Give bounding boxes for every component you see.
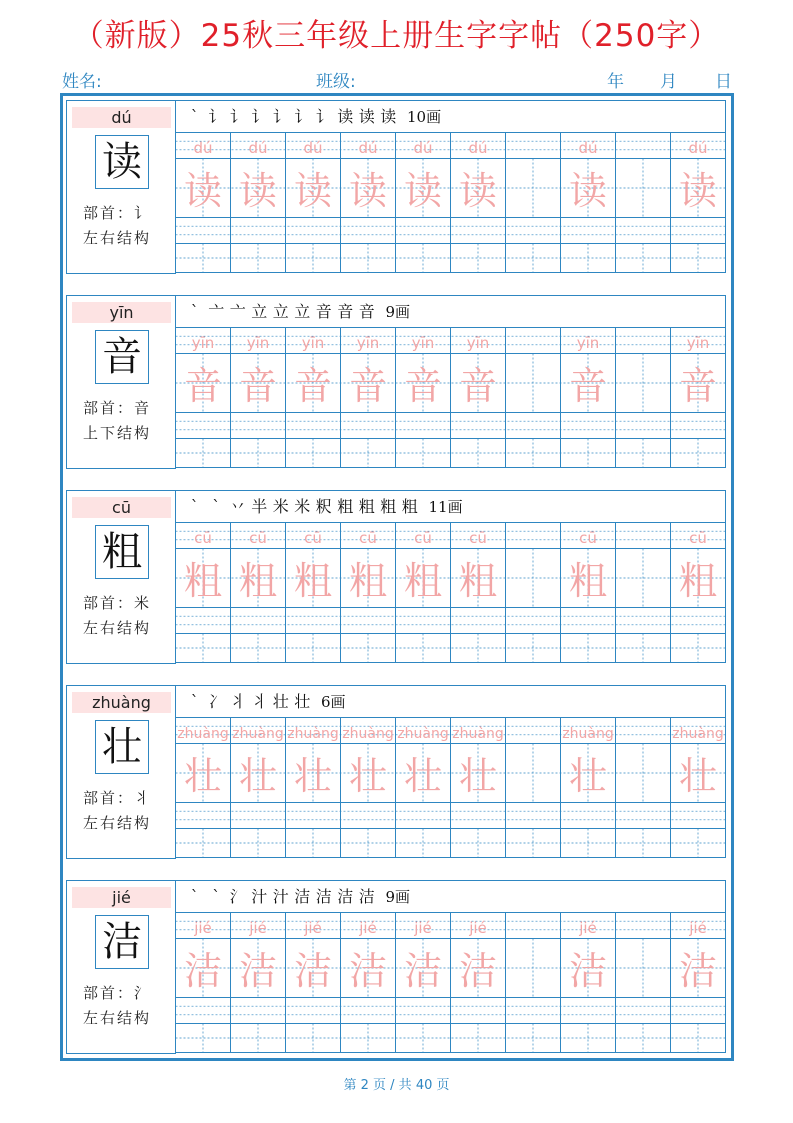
trace-pinyin: cū xyxy=(359,529,377,547)
stroke-step: 半 xyxy=(251,497,268,516)
stroke-step: ` xyxy=(212,497,221,516)
writing-grid[interactable] xyxy=(175,295,726,469)
stroke-step: 讠 xyxy=(251,107,268,126)
stroke-step: 洁 xyxy=(294,887,311,906)
trace-character: 音 xyxy=(568,364,608,408)
stroke-step: 读 xyxy=(380,107,397,126)
stroke-step: ` xyxy=(190,497,199,516)
character-info-panel xyxy=(66,295,176,469)
model-character: 读 xyxy=(95,135,149,189)
stroke-step: 音 xyxy=(315,302,332,321)
model-character: 洁 xyxy=(95,915,149,969)
trace-character: 壮 xyxy=(348,754,388,798)
trace-character: 洁 xyxy=(348,949,388,993)
trace-pinyin: zhuàng xyxy=(562,726,614,742)
trace-pinyin: cū xyxy=(689,529,707,547)
trace-character: 洁 xyxy=(403,949,443,993)
trace-pinyin: yīn xyxy=(356,334,380,352)
trace-character: 洁 xyxy=(568,949,608,993)
radical-label: 部首：音 xyxy=(83,399,152,417)
trace-pinyin: yīn xyxy=(191,334,215,352)
trace-pinyin: zhuàng xyxy=(397,726,449,742)
radical-label: 部首：氵 xyxy=(83,984,152,1002)
pinyin-label: jié xyxy=(72,887,171,908)
trace-character: 壮 xyxy=(568,754,608,798)
trace-character: 洁 xyxy=(678,949,718,993)
stroke-step: 讠 xyxy=(294,107,311,126)
stroke-step: 汁 xyxy=(251,887,268,906)
trace-pinyin: yīn xyxy=(411,334,435,352)
trace-character: 读 xyxy=(293,169,333,213)
trace-character: 音 xyxy=(403,364,443,408)
trace-pinyin: dú xyxy=(303,139,323,157)
structure-label: 左右结构 xyxy=(83,619,152,637)
trace-pinyin: dú xyxy=(358,139,378,157)
stroke-step: 壮 xyxy=(272,692,289,711)
trace-pinyin: zhuàng xyxy=(232,726,284,742)
stroke-step: 亠 xyxy=(208,302,225,321)
stroke-step: 粗 xyxy=(401,497,418,516)
trace-character: 洁 xyxy=(183,949,223,993)
radical-label: 部首：讠 xyxy=(83,204,152,222)
trace-character: 读 xyxy=(403,169,443,213)
trace-pinyin: cū xyxy=(414,529,432,547)
trace-pinyin: jié xyxy=(194,919,212,937)
stroke-step: 洁 xyxy=(358,887,375,906)
trace-character: 读 xyxy=(348,169,388,213)
model-character: 壮 xyxy=(95,720,149,774)
year-label: 年 xyxy=(607,72,624,92)
character-info-panel xyxy=(66,100,176,274)
stroke-step: 洁 xyxy=(337,887,354,906)
character-block xyxy=(66,100,726,274)
trace-pinyin: yīn xyxy=(686,334,710,352)
model-character: 粗 xyxy=(95,525,149,579)
trace-character: 粗 xyxy=(348,559,388,603)
trace-character: 洁 xyxy=(238,949,278,993)
stroke-count: 9画 xyxy=(385,303,411,321)
trace-character: 壮 xyxy=(238,754,278,798)
trace-pinyin: yīn xyxy=(301,334,325,352)
trace-pinyin: jié xyxy=(579,919,597,937)
trace-character: 音 xyxy=(348,364,388,408)
structure-label: 左右结构 xyxy=(83,814,152,832)
stroke-count: 6画 xyxy=(321,693,346,711)
trace-character: 音 xyxy=(293,364,333,408)
trace-pinyin: zhuàng xyxy=(672,726,724,742)
trace-pinyin: dú xyxy=(193,139,213,157)
trace-pinyin: zhuàng xyxy=(287,726,339,742)
page-title: （新版）25秋三年级上册生字字帖（250字） xyxy=(72,18,721,54)
stroke-count: 11画 xyxy=(428,498,463,516)
stroke-step: 丬 xyxy=(229,692,246,711)
stroke-step: ` xyxy=(212,887,221,906)
stroke-step: 氵 xyxy=(229,887,246,906)
character-block xyxy=(66,490,726,664)
trace-pinyin: zhuàng xyxy=(177,726,229,742)
stroke-count: 9画 xyxy=(385,888,411,906)
trace-pinyin: dú xyxy=(578,139,598,157)
stroke-step: ` xyxy=(190,107,199,126)
stroke-count: 10画 xyxy=(407,108,442,126)
stroke-step: 粗 xyxy=(380,497,397,516)
trace-pinyin: jié xyxy=(304,919,322,937)
character-info-panel xyxy=(66,685,176,859)
trace-character: 读 xyxy=(238,169,278,213)
trace-pinyin: dú xyxy=(468,139,488,157)
trace-pinyin: jié xyxy=(249,919,267,937)
trace-pinyin: cū xyxy=(194,529,212,547)
trace-pinyin: dú xyxy=(248,139,268,157)
stroke-step: 立 xyxy=(294,302,311,321)
name-label: 姓名: xyxy=(62,72,102,92)
stroke-step: 壮 xyxy=(294,692,311,711)
stroke-step: 丷 xyxy=(229,497,246,516)
structure-label: 上下结构 xyxy=(83,424,152,442)
stroke-step: 丬 xyxy=(251,692,268,711)
stroke-step: 粎 xyxy=(315,497,332,516)
pinyin-label: dú xyxy=(72,107,171,128)
page-number: 第 2 页 / 共 40 页 xyxy=(343,1078,450,1093)
month-label: 月 xyxy=(660,72,677,92)
stroke-step: 粗 xyxy=(337,497,354,516)
trace-character: 读 xyxy=(183,169,223,213)
student-info-row xyxy=(62,71,734,93)
trace-pinyin: jié xyxy=(469,919,487,937)
trace-character: 洁 xyxy=(293,949,333,993)
trace-pinyin: yīn xyxy=(576,334,600,352)
trace-pinyin: cū xyxy=(304,529,322,547)
stroke-step: 米 xyxy=(272,497,289,516)
character-info-panel xyxy=(66,880,176,1054)
stroke-step: 读 xyxy=(337,107,354,126)
stroke-step: 音 xyxy=(337,302,354,321)
trace-pinyin: dú xyxy=(413,139,433,157)
trace-character: 音 xyxy=(678,364,718,408)
stroke-step: ` xyxy=(190,302,199,321)
pinyin-label: cū xyxy=(72,497,171,518)
trace-character: 粗 xyxy=(183,559,223,603)
trace-character: 粗 xyxy=(293,559,333,603)
stroke-step: 米 xyxy=(294,497,311,516)
stroke-step: 音 xyxy=(358,302,375,321)
writing-grid[interactable] xyxy=(175,490,726,664)
model-character: 音 xyxy=(95,330,149,384)
stroke-step: 冫 xyxy=(208,692,225,711)
stroke-step: 读 xyxy=(358,107,375,126)
stroke-step: 讠 xyxy=(272,107,289,126)
trace-character: 音 xyxy=(458,364,498,408)
trace-character: 粗 xyxy=(403,559,443,603)
trace-character: 粗 xyxy=(458,559,498,603)
trace-pinyin: cū xyxy=(249,529,267,547)
stroke-step: 粗 xyxy=(358,497,375,516)
trace-character: 粗 xyxy=(678,559,718,603)
character-block xyxy=(66,685,726,859)
class-label: 班级: xyxy=(316,72,356,92)
stroke-step: 讠 xyxy=(315,107,332,126)
stroke-step: 立 xyxy=(272,302,289,321)
trace-pinyin: zhuàng xyxy=(452,726,504,742)
trace-character: 洁 xyxy=(458,949,498,993)
pinyin-label: zhuàng xyxy=(72,692,171,713)
trace-character: 粗 xyxy=(568,559,608,603)
trace-character: 粗 xyxy=(238,559,278,603)
trace-pinyin: yīn xyxy=(466,334,490,352)
stroke-step: ` xyxy=(190,692,199,711)
stroke-step: 洁 xyxy=(315,887,332,906)
trace-pinyin: jié xyxy=(689,919,707,937)
writing-grid[interactable] xyxy=(175,685,726,859)
stroke-step: 立 xyxy=(251,302,268,321)
radical-label: 部首：丬 xyxy=(83,789,152,807)
trace-pinyin: jié xyxy=(414,919,432,937)
trace-character: 读 xyxy=(678,169,718,213)
trace-character: 壮 xyxy=(403,754,443,798)
stroke-step: 讠 xyxy=(208,107,225,126)
trace-pinyin: yīn xyxy=(246,334,270,352)
trace-character: 读 xyxy=(458,169,498,213)
trace-pinyin: cū xyxy=(469,529,487,547)
trace-pinyin: zhuàng xyxy=(342,726,394,742)
character-block xyxy=(66,880,726,1054)
trace-pinyin: cū xyxy=(579,529,597,547)
structure-label: 左右结构 xyxy=(83,1009,152,1027)
stroke-step: 讠 xyxy=(229,107,246,126)
trace-character: 壮 xyxy=(183,754,223,798)
stroke-step: 汁 xyxy=(272,887,289,906)
character-info-panel xyxy=(66,490,176,664)
trace-character: 壮 xyxy=(293,754,333,798)
trace-pinyin: jié xyxy=(359,919,377,937)
character-block xyxy=(66,295,726,469)
writing-grid[interactable] xyxy=(175,880,726,1054)
trace-pinyin: dú xyxy=(688,139,708,157)
stroke-step: 亠 xyxy=(229,302,246,321)
radical-label: 部首：米 xyxy=(83,594,152,612)
trace-character: 读 xyxy=(568,169,608,213)
trace-character: 壮 xyxy=(458,754,498,798)
structure-label: 左右结构 xyxy=(83,229,152,247)
writing-grid[interactable] xyxy=(175,100,726,274)
trace-character: 壮 xyxy=(678,754,718,798)
day-label: 日 xyxy=(715,72,732,92)
trace-character: 音 xyxy=(238,364,278,408)
trace-character: 音 xyxy=(183,364,223,408)
stroke-step: ` xyxy=(190,887,199,906)
pinyin-label: yīn xyxy=(72,302,171,323)
